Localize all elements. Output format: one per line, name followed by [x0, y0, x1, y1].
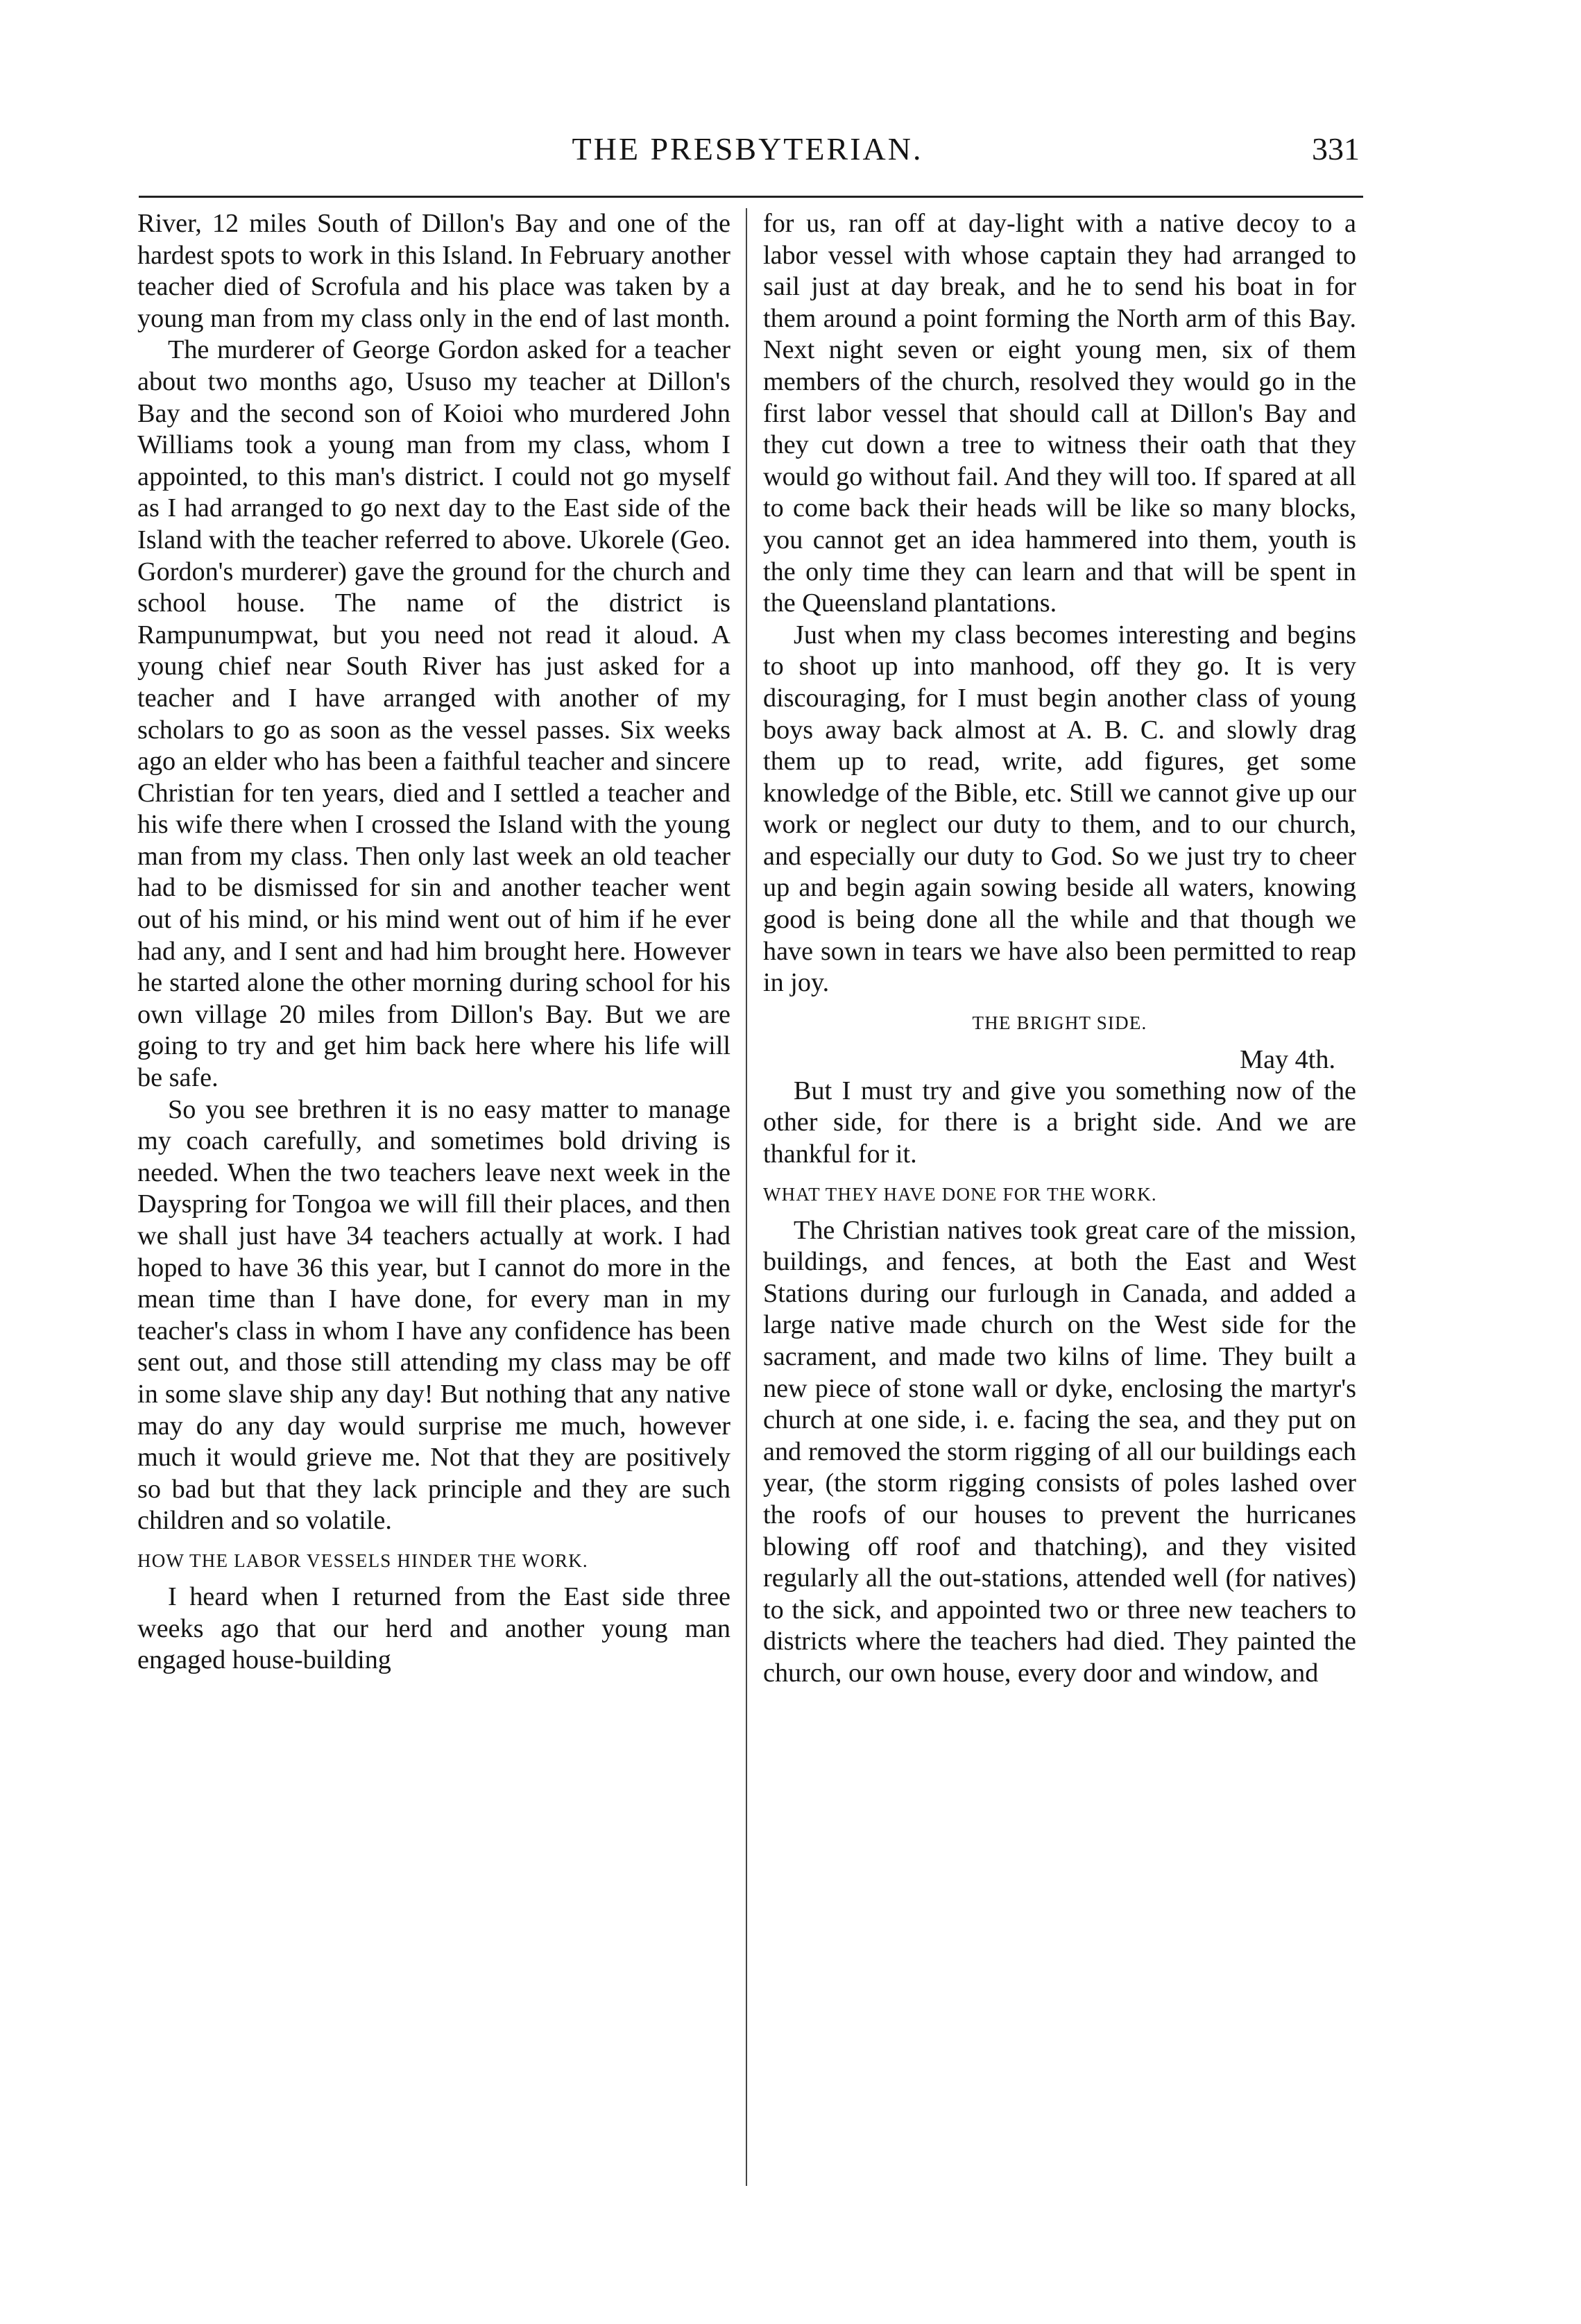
- paragraph: Just when my class becomes interesting and begins to shoot up into manhood, off they go. It is very discouraging, for I must begin another class of young boys away back almost at A. B. C. and slowly drag them up to read, write, add figures, get some knowledge of the Bible, etc. Still we cannot give up our work or neglect our duty to them, and to our church, and especially our duty to God. So we just try to cheer up and begin again sowing beside all waters, knowing good is being done all the while and that though we have sown in tears we have also been permitted to reap in joy.: [763, 620, 1356, 998]
- paragraph-continued: for us, ran off at day-light with a native decoy to a labor vessel with whose captain they had arranged to sail just at day break, and he to send his boat in for them around a point forming the North arm of this Bay. Next night seven or eight young men, six of them members of the church, resolved they would go in the first labor vessel that should call at Dillon's Bay and they cut down a tree to witness their oath that they would go without fail. And they will too. If spared at all to come back their heads will be like so many blocks, you cannot get an idea hammered into them, youth is the only time they can learn and that will be spent in the Queensland plantations.: [763, 209, 1356, 618]
- section-subhead: THE BRIGHT SIDE.: [972, 1012, 1147, 1033]
- right-column: [763, 208, 1356, 2241]
- paragraph: I heard when I returned from the East side three weeks ago that our herd and another young man engaged house-building: [137, 1581, 730, 1675]
- page-number: 331: [1312, 131, 1360, 167]
- paragraph: The Christian natives took great care of the mission, buildings, and fences, at both the East and West Stations during our furlough in Canada, and added a large native made church on the West side for the sacrament, and made two kilns of lime. They built a new piece of stone wall or dyke, enclosing the martyr's church at one side, i. e. facing the sea, and they put on and removed the storm rigging of all our buildings each year, (the storm rigging consists of poles lashed over the roofs of our houses to prevent the hurricanes blowing off roof and thatching), and they visited regularly all the out-stations, attended well (for natives) to the sick, and appointed two or three new teachers to districts where the teachers had died. They painted the church, our own house, every door and window, and: [763, 1215, 1356, 1688]
- paragraph: But I must try and give you something now of the other side, for there is a bright side. And we are thankful for it.: [763, 1076, 1356, 1169]
- section-subhead: WHAT THEY HAVE DONE FOR THE WORK.: [763, 1183, 1157, 1205]
- left-column: [137, 208, 730, 2241]
- section-subhead: HOW THE LABOR VESSELS HINDER THE WORK.: [137, 1550, 588, 1571]
- page-header: [135, 130, 1360, 186]
- column-divider: [746, 208, 747, 2186]
- paragraph-continued: River, 12 miles South of Dillon's Bay and one of the hardest spots to work in this Island. In February another teacher died of Scrofula and his place was taken by a young man from my class only in the end of last month.: [137, 209, 730, 333]
- paragraph: So you see brethren it is no easy matter to manage my coach carefully, and sometimes bold driving is needed. When the two teachers leave next week in the Dayspring for Tongoa we will fill their places, and then we shall just have 34 teachers actually at work. I had hoped to have 36 this year, but I cannot do more in the mean time than I have done, for every man in my teacher's class in whom I have any confidence has been sent out, and those still attending my class may be off in some slave ship any day! But nothing that any native may do any day would surprise me much, however much it would grieve me. Not that they are positively so bad but that they lack principle and they are such children and so volatile.: [137, 1094, 730, 1536]
- dateline: May 4th.: [1240, 1044, 1335, 1074]
- paragraph: The murderer of George Gordon asked for a teacher about two months ago, Ususo my teacher at Dillon's Bay and the second son of Koioi who murdered John Williams took a young man from my class, whom I appointed, to this man's district. I could not go myself as I had arranged to go next day to the East side of the Island with the teacher referred to above. Ukorele (Geo. Gordon's murderer) gave the ground for the church and school house. The name of the district is Rampunumpwat, but you need not read it aloud. A young chief near South River has just asked for a teacher and I have arranged with another of my scholars to go as soon as the vessel passes. Six weeks ago an elder who has been a faithful teacher and sincere Christian for ten years, died and I settled a teacher and his wife there when I crossed the Island with the young man from my class. Then only last week an old teacher had to be dismissed for sin and another teacher went out of his mind, or his mind went out of him if he ever had any, and I sent and had him brought here. However he started alone the other morning during school for his own village 20 miles from Dillon's Bay. But we are going to try and get him back here where his life will be safe.: [137, 335, 730, 1093]
- header-rule: [139, 196, 1363, 198]
- running-title: THE PRESBYTERIAN.: [572, 131, 923, 167]
